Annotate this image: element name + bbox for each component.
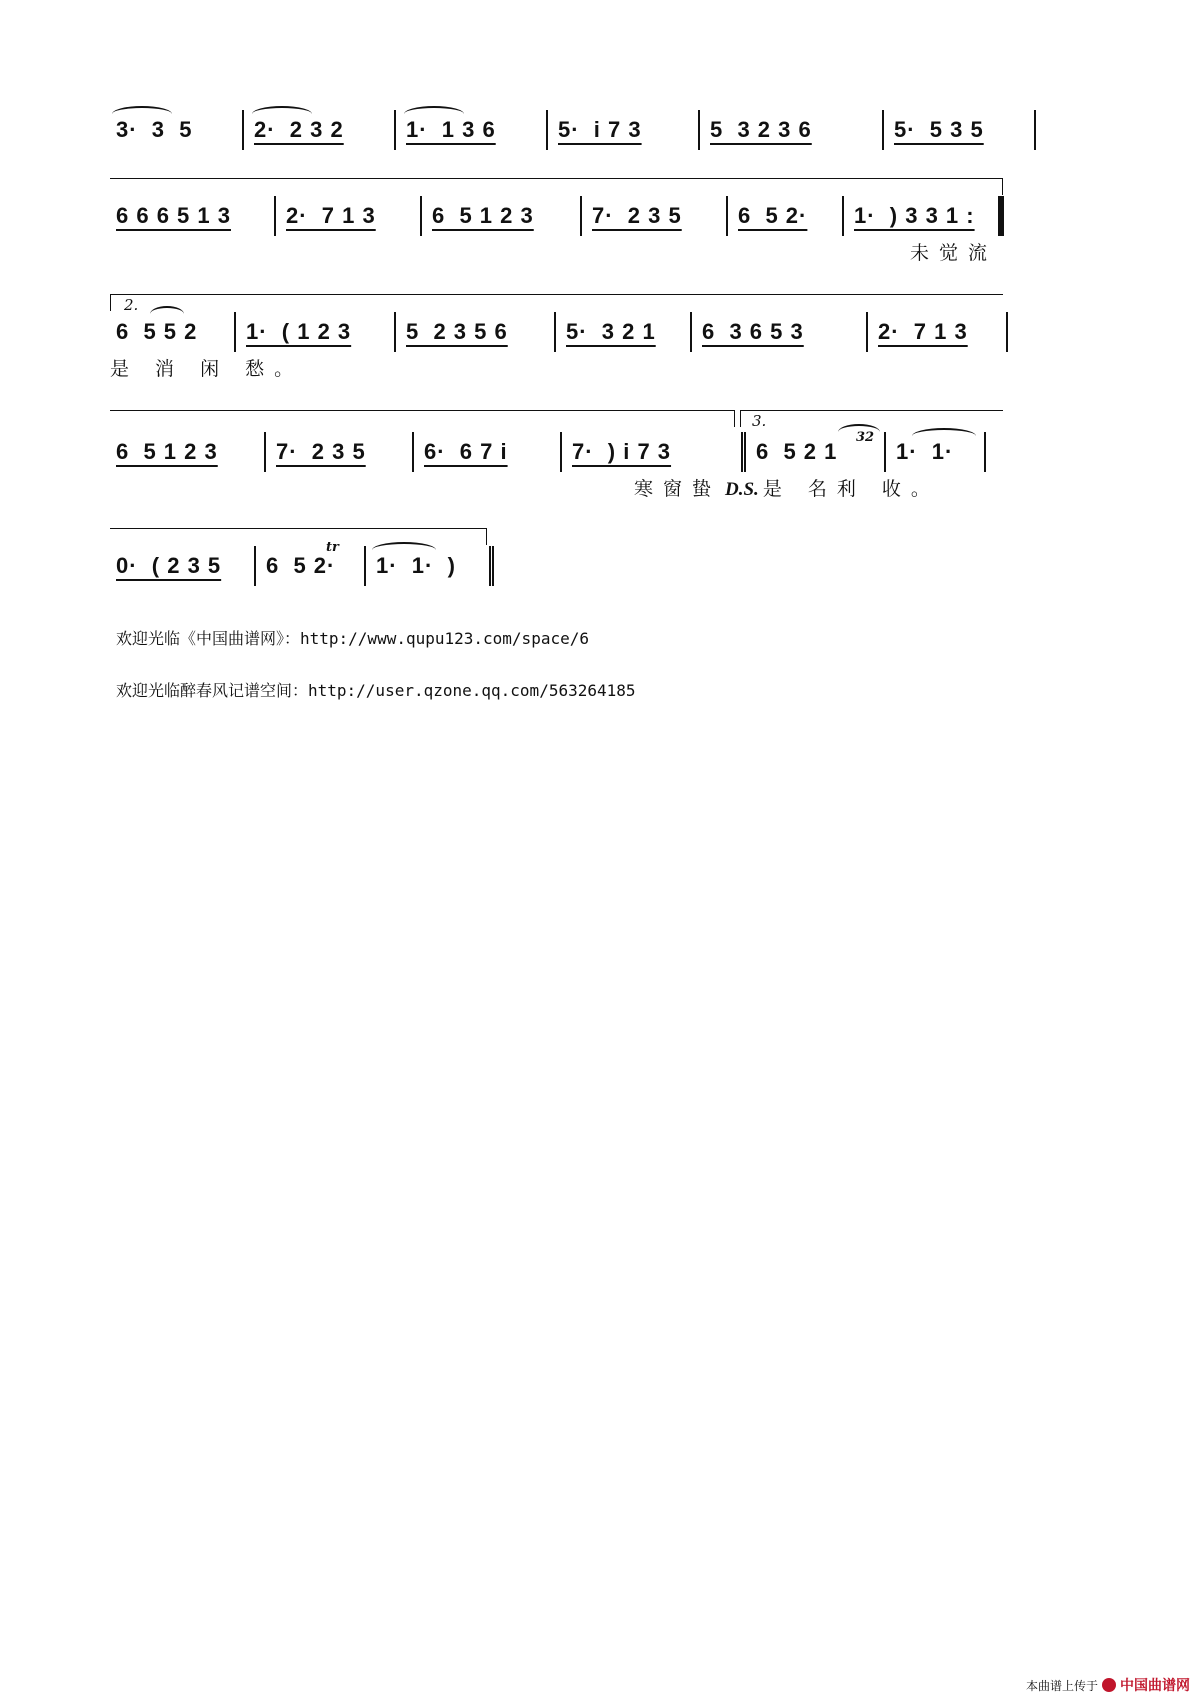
slur	[252, 106, 312, 122]
repeat-bracket	[110, 410, 735, 427]
repeat-bracket	[110, 528, 487, 545]
volta-label: 3.	[752, 412, 767, 430]
measure	[844, 196, 1004, 236]
notes: 5· i 7 3	[558, 117, 642, 142]
notes: 6 5 2·	[266, 553, 336, 578]
measure	[582, 196, 728, 236]
notes: 2· 7 1 3	[878, 319, 968, 344]
notes: 7· 2 3 5	[592, 203, 682, 228]
notes: 1· ) 3 3 1 :	[854, 203, 975, 228]
notes: 6 5 2·	[738, 203, 808, 228]
notes: 7· 2 3 5	[276, 439, 366, 464]
volta-bracket	[740, 410, 1003, 427]
measure	[556, 312, 692, 352]
notes: 1· ( 1 2 3	[246, 319, 352, 344]
repeat-bracket	[110, 178, 1003, 195]
measure	[414, 432, 562, 472]
measure	[116, 196, 276, 236]
score-line-5	[116, 546, 1096, 586]
score-line-2	[116, 196, 1096, 236]
measure	[396, 312, 556, 352]
notes: 1· 1 3 6	[406, 117, 496, 142]
notes: 2· 7 1 3	[286, 203, 376, 228]
notes: 6 3 6 5 3	[702, 319, 804, 344]
measure	[116, 546, 256, 586]
grace-notes: 32	[856, 430, 875, 445]
notes: 2· 2 3 2	[254, 117, 344, 142]
notes: 6· 6 7 i	[424, 439, 508, 464]
measure	[266, 432, 414, 472]
footer-link-2[interactable]: 欢迎光临醉春风记谱空间：http://user.qzone.qq.com/563264185	[116, 681, 636, 700]
notes: 3· 3 5	[116, 117, 193, 142]
notes: 1· 1·	[896, 439, 954, 464]
measure	[700, 110, 884, 150]
notes: 5 3 2 3 6	[710, 117, 812, 142]
notes: 6 5 2 1	[756, 439, 838, 464]
slur	[112, 106, 172, 122]
notes: 6 5 1 2 3	[116, 439, 218, 464]
lyrics-text: 是 名利 收。	[762, 478, 940, 500]
measure	[236, 312, 396, 352]
score-line-3	[116, 312, 1096, 352]
trill-mark: tr	[326, 540, 339, 555]
lyrics-text: 寒窗蛰	[634, 478, 722, 500]
volta-bracket	[110, 294, 1003, 311]
slur	[838, 424, 880, 440]
notes: 6 5 1 2 3	[432, 203, 534, 228]
measure	[728, 196, 844, 236]
footer-link-1[interactable]: 欢迎光临《中国曲谱网》：http://www.qupu123.com/space/6	[116, 629, 589, 648]
slur	[404, 106, 464, 122]
ds-mark: D.S.	[725, 479, 759, 500]
lyrics: 是 消 闲 愁。	[110, 358, 304, 380]
site-logo-icon	[1102, 1678, 1116, 1692]
notes: 1· 1· )	[376, 553, 456, 578]
measure	[562, 432, 746, 472]
lyrics	[634, 474, 940, 501]
measure	[256, 546, 366, 586]
lyrics: 未觉流	[910, 242, 998, 264]
notes: 5· 5 3 5	[894, 117, 984, 142]
credit-text: 本曲谱上传于	[1025, 1678, 1098, 1693]
slur	[912, 428, 976, 444]
notes: 6 5 5 2	[116, 319, 198, 344]
measure	[548, 110, 700, 150]
measure	[868, 312, 1008, 352]
upload-credit	[1026, 1675, 1190, 1695]
measure	[884, 110, 1036, 150]
notes: 7· ) i 7 3	[572, 439, 672, 464]
measure	[276, 196, 422, 236]
volta-label: 2.	[124, 296, 139, 314]
slur	[372, 542, 436, 558]
notes: 6 6 6 5 1 3	[116, 203, 231, 228]
measure	[692, 312, 868, 352]
measure	[116, 432, 266, 472]
notes: 5 2 3 5 6	[406, 319, 508, 344]
slur	[150, 306, 184, 322]
site-logo[interactable]: 中国曲谱网	[1120, 1678, 1190, 1694]
measure	[422, 196, 582, 236]
notes: 0· ( 2 3 5	[116, 553, 222, 578]
notes: 5· 3 2 1	[566, 319, 656, 344]
